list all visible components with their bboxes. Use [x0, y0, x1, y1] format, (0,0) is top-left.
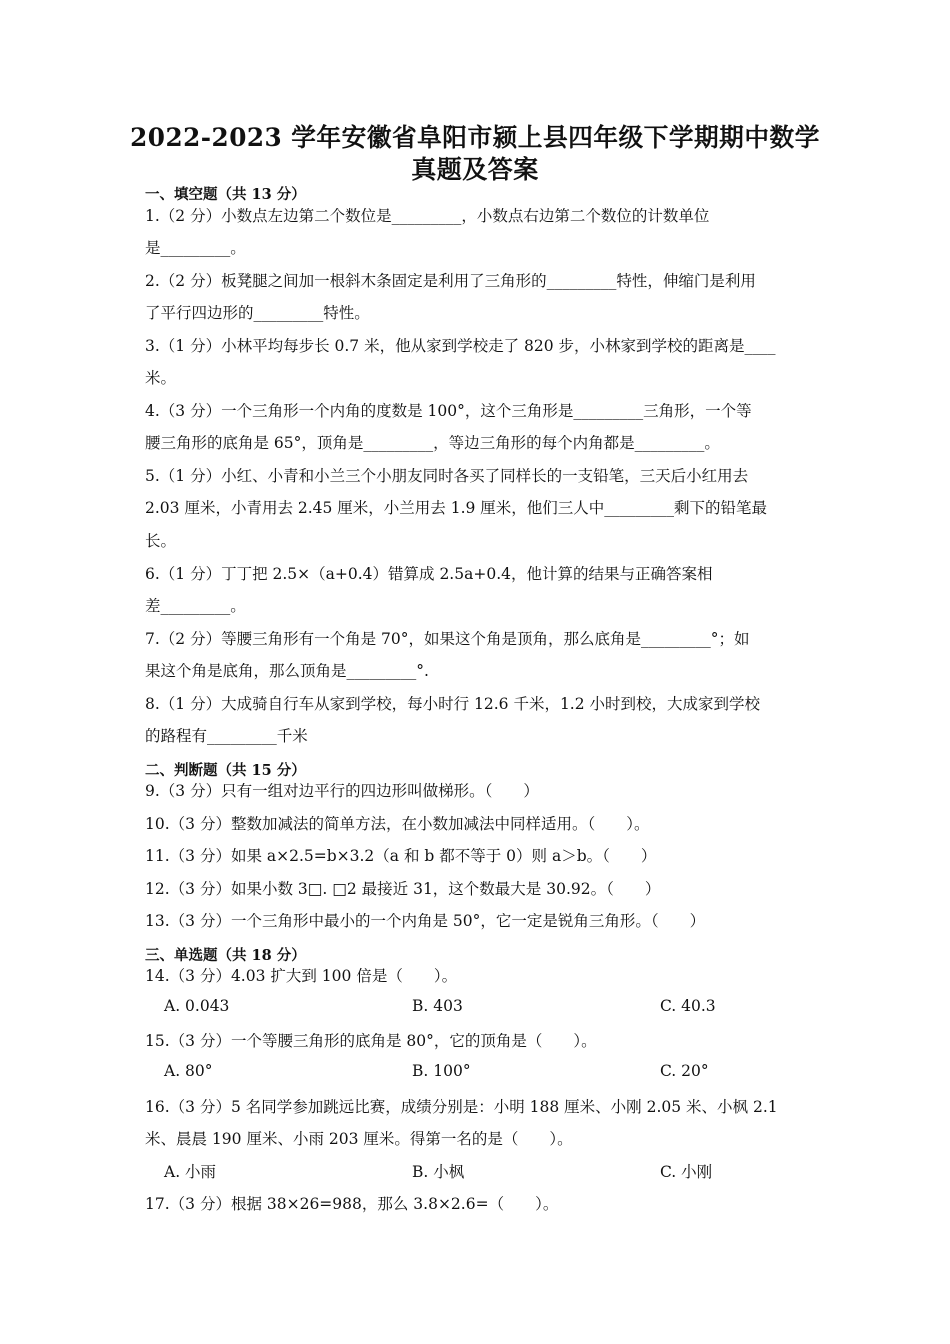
question-4-line-1: 4.（3 分）一个三角形一个内角的度数是 100°，这个三角形是_________三角形，一个等 — [145, 402, 752, 420]
question-16-option-b: B. 小枫 — [412, 1163, 465, 1181]
section-heading-fill-in: 一、填空题（共 13 分） — [145, 186, 306, 203]
question-17: 17.（3 分）根据 38×26=988，那么 3.8×2.6=（ ）。 — [145, 1195, 559, 1213]
question-6-line-2: 差_________。 — [145, 597, 246, 615]
question-11: 11.（3 分）如果 a×2.5=b×3.2（a 和 b 都不等于 0）则 a＞b。（ ） — [145, 847, 657, 865]
question-2-line-1: 2.（2 分）板凳腿之间加一根斜木条固定是利用了三角形的_________特性，伸缩门是利用 — [145, 272, 756, 290]
question-8-line-2: 的路程有_________千米 — [145, 727, 308, 745]
document-title-line-2: 真题及答案 — [411, 155, 539, 184]
question-1-line-1: 1.（2 分）小数点左边第二个数位是_________，小数点右边第二个数位的计数单位 — [145, 207, 710, 225]
question-16-line-1: 16.（3 分）5 名同学参加跳远比赛，成绩分别是：小明 188 厘米、小刚 2.05 米、小枫 2.1 — [145, 1098, 778, 1116]
question-15-option-a: A. 80° — [164, 1062, 213, 1080]
question-6-line-1: 6.（1 分）丁丁把 2.5×（a+0.4）错算成 2.5a+0.4，他计算的结果与正确答案相 — [145, 565, 713, 583]
question-14-option-b: B. 403 — [412, 997, 463, 1015]
section-heading-multiple-choice: 三、单选题（共 18 分） — [145, 947, 306, 964]
question-15: 15.（3 分）一个等腰三角形的底角是 80°，它的顶角是（ ）。 — [145, 1032, 597, 1050]
question-15-option-c: C. 20° — [660, 1062, 709, 1080]
question-2-line-2: 了平行四边形的_________特性。 — [145, 304, 370, 322]
question-16-option-a: A. 小雨 — [164, 1163, 217, 1181]
question-5-line-3: 长。 — [145, 532, 177, 550]
question-12: 12.（3 分）如果小数 3□. □2 最接近 31，这个数最大是 30.92。（ ） — [145, 880, 661, 898]
question-8-line-1: 8.（1 分）大成骑自行车从家到学校，每小时行 12.6 千米，1.2 小时到校，大成家到学校 — [145, 695, 761, 713]
question-13: 13.（3 分）一个三角形中最小的一个内角是 50°，它一定是锐角三角形。（ ） — [145, 912, 706, 930]
document-title-line-1: 2022-2023 学年安徽省阜阳市颍上县四年级下学期期中数学 — [130, 123, 820, 152]
question-14-option-c: C. 40.3 — [660, 997, 716, 1015]
question-1-line-2: 是_________。 — [145, 239, 246, 257]
question-14: 14.（3 分）4.03 扩大到 100 倍是（ ）。 — [145, 967, 458, 985]
question-3-line-1: 3.（1 分）小林平均每步长 0.7 米，他从家到学校走了 820 步，小林家到学校的距离是____ — [145, 337, 776, 355]
question-15-option-b: B. 100° — [412, 1062, 471, 1080]
question-14-option-a: A. 0.043 — [164, 997, 230, 1015]
question-16-line-2: 米、晨晨 190 厘米、小雨 203 厘米。得第一名的是（ ）。 — [145, 1130, 573, 1148]
question-16-option-c: C. 小刚 — [660, 1163, 713, 1181]
question-3-line-2: 米。 — [145, 369, 177, 387]
question-5-line-2: 2.03 厘米，小青用去 2.45 厘米，小兰用去 1.9 厘米，他们三人中_________剩下的铅笔最 — [145, 499, 768, 517]
question-7-line-2: 果这个角是底角，那么顶角是_________°. — [145, 662, 429, 680]
question-7-line-1: 7.（2 分）等腰三角形有一个角是 70°，如果这个角是顶角，那么底角是_________°；如 — [145, 630, 750, 648]
question-5-line-1: 5.（1 分）小红、小青和小兰三个小朋友同时各买了同样长的一支铅笔，三天后小红用去 — [145, 467, 749, 485]
question-4-line-2: 腰三角形的底角是 65°，顶角是_________，等边三角形的每个内角都是_________。 — [145, 434, 720, 452]
question-9: 9.（3 分）只有一组对边平行的四边形叫做梯形。（ ） — [145, 782, 539, 800]
section-heading-true-false: 二、判断题（共 15 分） — [145, 762, 306, 779]
question-10: 10.（3 分）整数加减法的简单方法，在小数加减法中同样适用。（ ）。 — [145, 815, 650, 833]
